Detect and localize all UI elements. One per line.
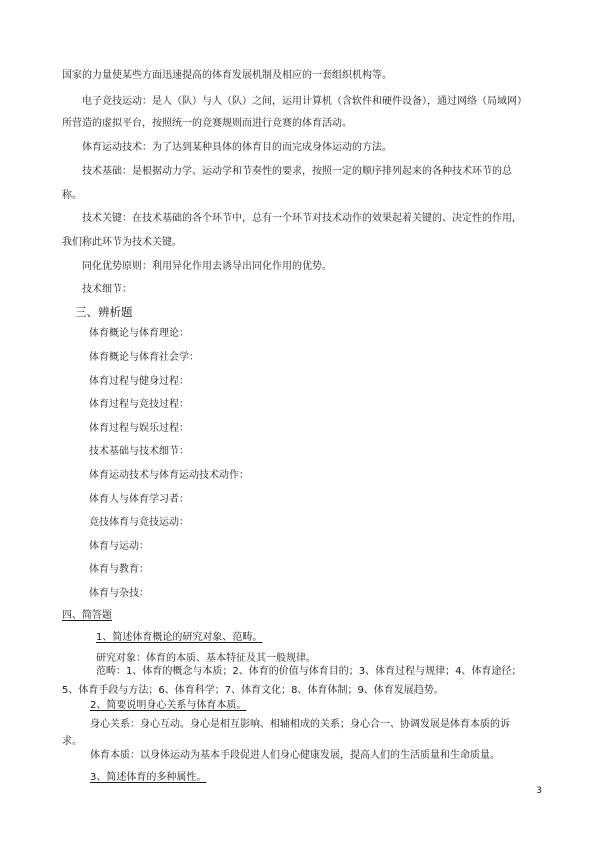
list-item: 体育过程与健身过程： bbox=[89, 376, 189, 387]
definition-technical-key: 技术关键：在技术基础的各个环节中，总有一个环节对技术动作的效果起着关键的、决定性的作用， bbox=[82, 213, 522, 224]
answer-line: 5、体育手段与方法；6、体育科学；7、体育文化；8、体育体制；9、体育发展趋势。 bbox=[62, 685, 444, 696]
paragraph-line: 所营造的虚拟平台，按照统一的竞赛规则而进行竞赛的体育活动。 bbox=[62, 118, 352, 129]
definition-technical-basis: 技术基础：是根据动力学、运动学和节奏性的要求，按照一定的顺序排列起来的各种技术环节的总 bbox=[82, 166, 512, 177]
page-number: 3 bbox=[536, 786, 542, 796]
list-item: 体育概论与体育理论： bbox=[89, 328, 189, 339]
answer-line: 研究对象：体育的本质、基本特征及其一般规律。 bbox=[96, 653, 316, 664]
definition-assimilation-principle: 同化优势原则：利用异化作用去诱导出同化作用的优势。 bbox=[82, 261, 332, 272]
answer-line: 范畴：1、体育的概念与本质；2、体育的价值与体育目的；3、体育过程与规律；4、体育途径； bbox=[96, 666, 522, 677]
list-item: 体育概论与体育社会学： bbox=[89, 352, 199, 363]
paragraph-line: 国家的力量使某些方面迅速提高的体育发展机制及相应的一套组织机构等。 bbox=[62, 70, 392, 81]
definition-esports: 电子竞技运动：是人（队）与人（队）之间，运用计算机（含软件和硬件设备），通过网络（局域网） bbox=[82, 96, 527, 107]
question-heading: 3、简述体育的多种属性。 bbox=[90, 772, 207, 783]
list-item: 竞技体育与竞技运动： bbox=[89, 517, 189, 528]
definition-sports-technique: 体育运动技术：为了达到某种具体的体育目的而完成身体运动的方法。 bbox=[82, 142, 392, 153]
section-heading-short-answer: 四、简答题 bbox=[62, 610, 112, 621]
list-item: 技术基础与技术细节： bbox=[89, 446, 189, 457]
list-item: 体育与运动： bbox=[89, 541, 149, 552]
list-item: 体育人与体育学习者： bbox=[89, 494, 189, 505]
list-item: 体育运动技术与体育运动技术动作： bbox=[89, 470, 249, 481]
paragraph-line: 我们称此环节为技术关键。 bbox=[62, 237, 182, 248]
list-item: 体育过程与竞技过程： bbox=[89, 399, 189, 410]
paragraph-line: 称。 bbox=[62, 190, 82, 201]
answer-line: 体育本质：以身体运动为基本手段促进人们身心健康发展，提高人们的生活质量和生命质量。 bbox=[90, 750, 500, 761]
list-item: 体育与教育： bbox=[89, 564, 149, 575]
question-heading: 2、简要说明身心关系与体育本质。 bbox=[90, 700, 247, 711]
answer-line: 求。 bbox=[62, 736, 82, 747]
question-heading: 1、简述体育概论的研究对象、范畴。 bbox=[96, 632, 263, 643]
list-item: 体育过程与娱乐过程： bbox=[89, 423, 189, 434]
section-heading-discrimination: 三、辨析题 bbox=[75, 305, 133, 319]
answer-line: 身心关系：身心互动。身心是相互影响、相辅相成的关系；身心合一、协调发展是体育本质的诉 bbox=[90, 719, 510, 730]
definition-technical-detail: 技术细节： bbox=[82, 284, 132, 295]
list-item: 体育与杂技： bbox=[89, 588, 149, 599]
